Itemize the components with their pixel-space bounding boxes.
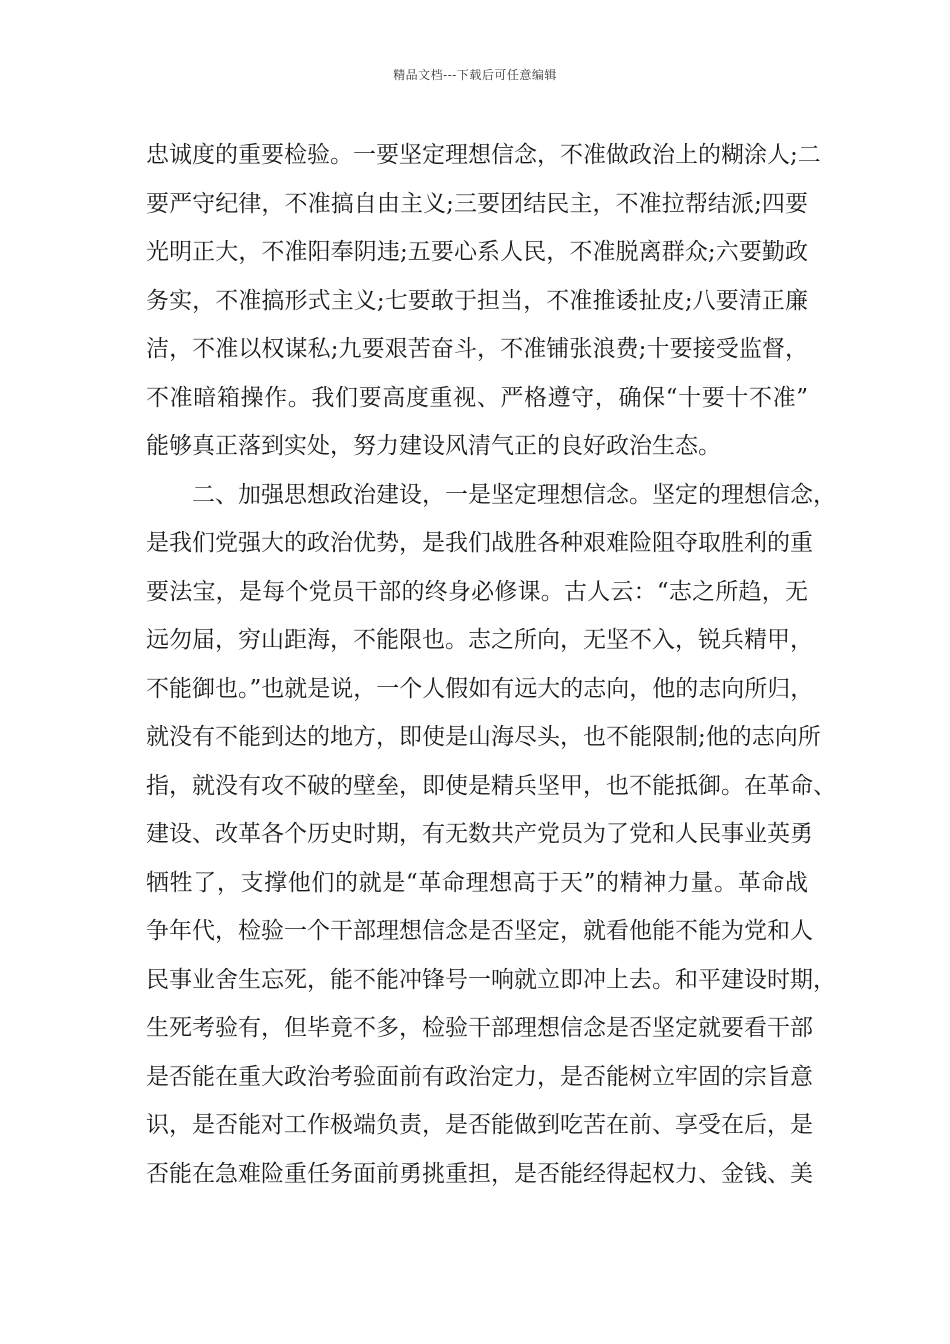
text-line: 牺牲了，支撑他们的就是“革命理想高于天”的精神力量。革命战 [146, 869, 808, 896]
text-line: 能够真正落到实处，努力建设风清气正的良好政治生态。 [146, 433, 721, 459]
text-line: 二、加强思想政治建设，一是坚定理想信念。坚定的理想信念， [192, 481, 836, 508]
text-line: 要法宝，是每个党员干部的终身必修课。古人云：“志之所趋，无 [146, 578, 808, 605]
text-line: 忠诚度的重要检验。一要坚定理想信念，不准做政治上的糊涂人;二 [146, 142, 821, 168]
page-header: 精品文档---下载后可任意编辑 [393, 68, 557, 82]
text-line: 否能在急难险重任务面前勇挑重担，是否能经得起权力、金钱、美 [146, 1160, 813, 1187]
text-line: 民事业舍生忘死，能不能冲锋号一响就立即冲上去。和平建设时期， [146, 966, 836, 993]
text-line: 就没有不能到达的地方，即使是山海尽头，也不能限制;他的志向所 [146, 724, 821, 750]
text-line: 不能御也。”也就是说，一个人假如有远大的志向，他的志向所归， [146, 675, 814, 702]
text-line: 指，就没有攻不破的壁垒，即使是精兵坚甲，也不能抵御。在革命、 [146, 772, 836, 799]
text-line: 争年代，检验一个干部理想信念是否坚定，就看他能不能为党和人 [146, 918, 813, 944]
text-line: 不准暗箱操作。我们要高度重视、严格遵守，确保“十要十不准” [146, 384, 808, 411]
paragraph-2 [146, 471, 836, 1199]
document-body [146, 131, 836, 1198]
text-line: 生死考验有，但毕竟不多，检验干部理想信念是否坚定就要看干部 [146, 1015, 813, 1041]
paragraph-1 [146, 131, 821, 471]
text-line: 是我们党强大的政治优势，是我们战胜各种艰难险阻夺取胜利的重 [146, 530, 813, 556]
text-line: 识，是否能对工作极端负责，是否能做到吃苦在前、享受在后，是 [146, 1112, 813, 1138]
text-line: 建设、改革各个历史时期，有无数共产党员为了党和人民事业英勇 [146, 821, 813, 847]
text-line: 是否能在重大政治考验面前有政治定力，是否能树立牢固的宗旨意 [146, 1063, 813, 1090]
text-line: 远勿届，穷山距海，不能限也。志之所向，无坚不入，锐兵精甲， [146, 627, 813, 653]
text-line: 洁，不准以权谋私;九要艰苦奋斗，不准铺张浪费;十要接受监督， [146, 336, 808, 362]
text-line: 务实，不准搞形式主义;七要敢于担当，不准推诿扯皮;八要清正廉 [146, 287, 808, 314]
text-line: 光明正大，不准阳奉阴违;五要心系人民，不准脱离群众;六要勤政 [146, 239, 808, 265]
text-line: 要严守纪律，不准搞自由主义;三要团结民主，不准拉帮结派;四要 [146, 190, 808, 217]
